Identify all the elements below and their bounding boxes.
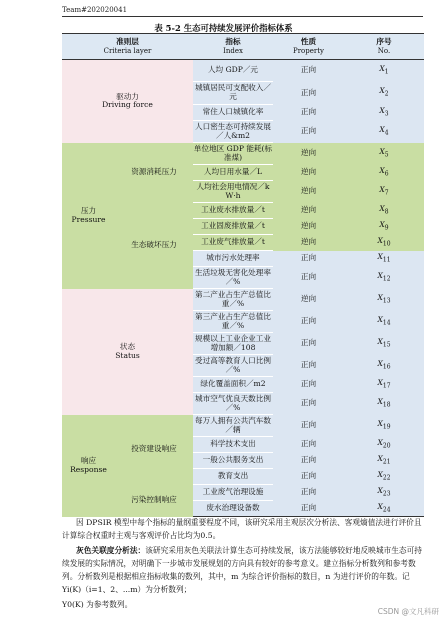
index-cell: 人均日用水量／L	[193, 165, 273, 181]
number-cell: $X_5$	[344, 143, 424, 165]
paragraph-weights: 因 DPSIR 模型中每个指标的量纲重要程度不同，该研究采用主观层次分析法、客观熵值法进行评价且计算综合权重时主观与客观评价占比均为0.5。	[62, 518, 422, 540]
group-label-zh: 状态	[119, 341, 136, 351]
property-cell: 正向	[273, 377, 344, 393]
property-cell: 逆向	[273, 143, 344, 165]
property-header-en: Property	[292, 46, 324, 55]
table-row	[62, 415, 424, 437]
table-row	[62, 60, 424, 82]
property-cell: 正向	[273, 311, 344, 333]
paragraph-body: 该研究采用灰色关联法计算生态可持续发展，该方法能够较好地反映城市生态可持续发展的实际情况，对明确下一步城市发展规划的方向具有较好的参考意义。建立指标分析数列和参考数列。分析数列是根据相应指标收集的数列，其中，m 为综合评价指标的数目，n 为进行评价的年数。记 Yi(K)（i=1、2、...m）为分析数列；	[62, 546, 422, 594]
number-cell: $X_{11}$	[344, 251, 424, 267]
index-cell: 城镇居民可支配收入／元	[193, 82, 273, 105]
index-cell: 教育支出	[193, 469, 273, 485]
table-row	[62, 289, 424, 311]
team-header: Team#202020041	[62, 6, 128, 14]
number-cell: $X_3$	[344, 105, 424, 121]
index-cell: 每万人拥有公共汽车数／辆	[193, 415, 273, 437]
number-cell: $X_1$	[344, 60, 424, 82]
property-cell: 正向	[273, 393, 344, 415]
index-header	[193, 34, 273, 60]
number-cell: $X_{23}$	[344, 485, 424, 501]
number-cell: $X_{12}$	[344, 267, 424, 289]
group-pressure	[62, 143, 115, 289]
number-header	[344, 34, 424, 60]
number-header-en: No.	[377, 46, 391, 55]
group-response	[62, 415, 115, 517]
subgroup-investment-construction: 投资建设响应	[115, 415, 193, 485]
number-cell: $X_7$	[344, 181, 424, 203]
table-row	[62, 143, 424, 165]
number-header-zh: 序号	[376, 37, 392, 47]
reference-sequence-line: Y0(K) 为参考数列。	[62, 600, 133, 609]
subgroup-pollution-control: 污染控制响应	[115, 485, 193, 517]
index-cell: 人均 GDP／元	[193, 60, 273, 82]
property-header-zh: 性质	[300, 37, 317, 47]
group-label-en: Driving force	[102, 100, 153, 110]
property-cell: 正向	[273, 267, 344, 289]
property-cell: 正向	[273, 501, 344, 517]
property-cell: 正向	[273, 485, 344, 501]
number-cell: $X_9$	[344, 219, 424, 235]
number-cell: $X_{18}$	[344, 393, 424, 415]
group-label-zh: 驱动力	[116, 91, 139, 101]
index-cell: 单位地区 GDP 能耗(标准煤)	[193, 143, 273, 165]
index-cell: 工业废水排放量／t	[193, 203, 273, 219]
index-cell: 人口密生态可持续发展／人&m2	[193, 121, 273, 143]
index-cell: 城市空气优良天数比例／%	[193, 393, 273, 415]
property-cell: 正向	[273, 105, 344, 121]
group-label-en: Pressure	[71, 214, 106, 224]
property-cell: 逆向	[273, 181, 344, 203]
property-cell: 正向	[273, 453, 344, 469]
group-status	[62, 289, 193, 415]
table-caption: 表 5-2 生态可持续发展评价指标体系	[154, 23, 293, 33]
property-cell: 正向	[273, 121, 344, 143]
property-header	[273, 34, 344, 60]
index-header-en: Index	[223, 46, 243, 55]
property-cell: 逆向	[273, 235, 344, 251]
property-cell: 逆向	[273, 165, 344, 181]
property-cell: 正向	[273, 355, 344, 377]
index-cell: 生活垃圾无害化处理率／%	[193, 267, 273, 289]
index-cell: 工业固废排放量／t	[193, 219, 273, 235]
number-cell: $X_{13}$	[344, 289, 424, 311]
index-cell: 常住人口城镇化率	[193, 105, 273, 121]
index-cell: 人均社会用电情况／k W·h	[193, 181, 273, 203]
criteria-header-en: Criteria layer	[103, 46, 152, 55]
number-cell: $X_{14}$	[344, 311, 424, 333]
number-cell: $X_{16}$	[344, 355, 424, 377]
index-cell: 绿化覆盖面积／m2	[193, 377, 273, 393]
criteria-header	[62, 34, 193, 60]
number-cell: $X_6$	[344, 165, 424, 181]
index-cell: 科学技术支出	[193, 437, 273, 453]
property-cell: 正向	[273, 60, 344, 82]
table-header-row	[62, 34, 424, 60]
property-cell: 正向	[273, 415, 344, 437]
paragraph-grey-relational	[62, 544, 427, 596]
property-cell: 正向	[273, 437, 344, 453]
property-cell: 正向	[273, 251, 344, 267]
index-cell: 城市污水处理率	[193, 251, 273, 267]
number-cell: $X_4$	[344, 121, 424, 143]
index-cell: 第二产业占生产总值比重／%	[193, 289, 273, 311]
number-cell: $X_{22}$	[344, 469, 424, 485]
number-cell: $X_{21}$	[344, 453, 424, 469]
number-cell: $X_2$	[344, 82, 424, 105]
number-cell: $X_{20}$	[344, 437, 424, 453]
header-rule	[62, 16, 423, 17]
table-row	[62, 485, 424, 501]
group-label-zh: 响应	[80, 455, 97, 465]
index-cell: 规模以上工业企业工业增加额／108	[193, 333, 273, 355]
property-cell: 正向	[273, 82, 344, 105]
subgroup-resource-consumption: 资源消耗压力	[115, 143, 193, 203]
paragraph-lead: 灰色关联度分析法：	[76, 546, 146, 555]
number-cell: $X_{17}$	[344, 377, 424, 393]
number-cell: $X_{19}$	[344, 415, 424, 437]
table-row	[62, 203, 424, 219]
criteria-header-zh: 准则层	[116, 37, 139, 47]
group-label-zh: 压力	[80, 205, 97, 215]
property-cell: 逆向	[273, 219, 344, 235]
number-cell: $X_8$	[344, 203, 424, 219]
group-label-en: Status	[115, 350, 140, 360]
index-cell: 废水治理设备数	[193, 501, 273, 517]
indicator-table	[62, 33, 424, 517]
number-cell: $X_{15}$	[344, 333, 424, 355]
property-cell: 逆向	[273, 289, 344, 311]
index-cell: 工业废气排放量／t	[193, 235, 273, 251]
property-cell: 正向	[273, 333, 344, 355]
number-cell: $X_{10}$	[344, 235, 424, 251]
group-label-en: Response	[70, 464, 107, 474]
index-cell: 工业废气治理设施	[193, 485, 273, 501]
index-cell: 一般公共服务支出	[193, 453, 273, 469]
property-cell: 正向	[273, 469, 344, 485]
number-cell: $X_{24}$	[344, 501, 424, 517]
index-cell: 受过高等教育人口比例／%	[193, 355, 273, 377]
index-header-zh: 指标	[225, 37, 241, 47]
group-driving-force	[62, 60, 193, 143]
property-cell: 逆向	[273, 203, 344, 219]
index-cell: 第三产业占生产总值比重／%	[193, 311, 273, 333]
subgroup-ecological-damage: 生态破坏压力	[115, 203, 193, 289]
csdn-watermark: CSDN @文凡科研	[377, 607, 439, 616]
